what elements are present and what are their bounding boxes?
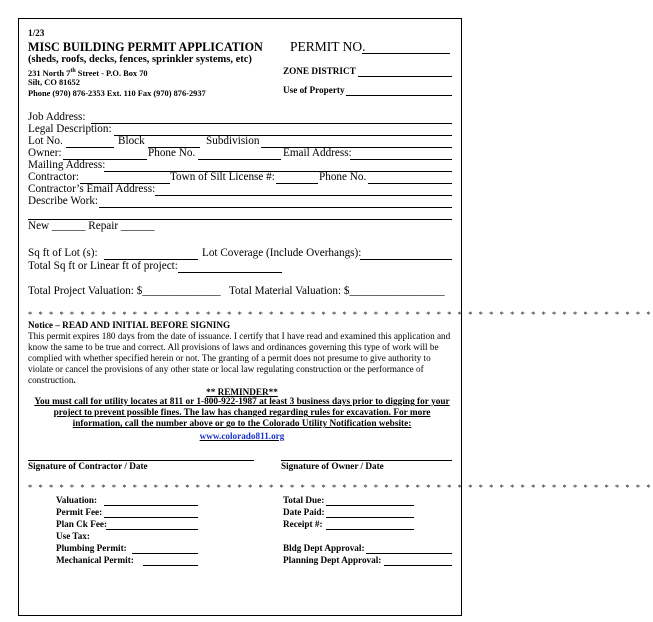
separator-stars-2: * * * * * * * * * * * * * * * * * * * * * * * * * * * * * * * * * * * * * * * * * * * * * * * * * * * * * * * * * * * *	[28, 483, 653, 492]
new-repair[interactable]: New ______ Repair ______	[28, 220, 155, 232]
town-license-label: Town of Silt License #:	[170, 171, 275, 183]
receipt-label: Receipt #:	[283, 519, 323, 529]
form-code: 1/23	[28, 28, 45, 38]
contractor-email-label: Contractor’s Email Address:	[28, 183, 156, 195]
planning-dept-approval-field[interactable]	[384, 565, 452, 566]
valuation-field[interactable]	[104, 505, 198, 506]
mechanical-permit-field[interactable]	[143, 565, 198, 566]
owner-email-field[interactable]	[350, 159, 452, 160]
owner-phone-label: Phone No.	[148, 147, 196, 159]
total-material-valuation[interactable]: Total Material Valuation: $_________________	[229, 285, 445, 297]
office-city: Silt, CO 81652	[28, 78, 80, 87]
lot-coverage-label: Lot Coverage (Include Overhangs):	[202, 247, 362, 259]
permit-no-field[interactable]	[362, 53, 450, 54]
town-license-field[interactable]	[276, 183, 318, 184]
notice-heading: Notice – READ AND INITIAL BEFORE SIGNING	[28, 320, 231, 330]
plan-ck-fee-field[interactable]	[106, 529, 198, 530]
planning-dept-approval-label: Planning Dept Approval:	[283, 555, 382, 565]
mailing-address-label: Mailing Address:	[28, 159, 106, 171]
total-project-valuation[interactable]: Total Project Valuation: $______________	[28, 285, 221, 297]
office-phone: Phone (970) 876-2353 Ext. 110 Fax (970) 876-2937	[28, 89, 206, 98]
describe-work-field[interactable]	[99, 207, 452, 208]
contractor-signature-label: Signature of Contractor / Date	[28, 461, 148, 471]
zone-district-label: ZONE DISTRICT	[283, 66, 356, 76]
contractor-phone-field[interactable]	[368, 183, 452, 184]
contractor-label: Contractor:	[28, 171, 79, 183]
owner-label: Owner:	[28, 147, 62, 159]
bldg-dept-approval-label: Bldg Dept Approval:	[283, 543, 365, 553]
sq-ft-lot-label: Sq ft of Lot (s):	[28, 247, 98, 259]
receipt-field[interactable]	[326, 529, 414, 530]
legal-description-label: Legal Description:	[28, 123, 112, 135]
total-due-label: Total Due:	[283, 495, 325, 505]
use-tax-label: Use Tax:	[56, 531, 90, 541]
block-label: Block	[118, 135, 145, 147]
legal-description-field[interactable]	[114, 135, 452, 136]
contractor-phone-label: Phone No.	[319, 171, 367, 183]
owner-signature-label: Signature of Owner / Date	[281, 461, 384, 471]
job-address-field[interactable]	[91, 123, 452, 124]
plan-ck-fee-label: Plan Ck Fee:	[56, 519, 108, 529]
mailing-address-field[interactable]	[104, 171, 452, 172]
bldg-dept-approval-field[interactable]	[366, 553, 452, 554]
permit-no-label: PERMIT NO.	[290, 39, 366, 54]
total-due-field[interactable]	[326, 505, 414, 506]
office-address: 231 North 7th Street - P.O. Box 70	[28, 68, 148, 78]
lot-no-field[interactable]	[66, 147, 114, 148]
zone-district-field[interactable]	[358, 76, 452, 77]
notice-body: This permit expires 180 days from the date of issuance. I certify that I have read and examined this application and know the same to be true and correct. All provisions of laws and ordinances governing this type of work will be complied with whether specified herein or not. The granting of a permit does not presume to give authority to violate or cancel the provisions of any other state or local law regulating construction or the performance of construction.	[28, 331, 451, 385]
subdivision-label: Subdivision	[206, 135, 260, 147]
plumbing-permit-label: Plumbing Permit:	[56, 543, 127, 553]
form-title: MISC BUILDING PERMIT APPLICATION	[28, 40, 263, 54]
total-sq-ft-label: Total Sq ft or Linear ft of project:	[28, 260, 178, 272]
permit-fee-field[interactable]	[104, 517, 198, 518]
separator-stars-1: * * * * * * * * * * * * * * * * * * * * * * * * * * * * * * * * * * * * * * * * * * * * * * * * * * * * * * * * * * * *	[28, 310, 653, 319]
permit-fee-label: Permit Fee:	[56, 507, 103, 517]
use-of-property-field[interactable]	[346, 95, 452, 96]
date-paid-field[interactable]	[326, 517, 414, 518]
contractor-email-field[interactable]	[155, 195, 452, 196]
reminder-link[interactable]: www.colorado811.org	[199, 431, 285, 441]
use-of-property-label: Use of Property	[283, 85, 345, 95]
owner-email-label: Email Address:	[283, 147, 352, 159]
valuation-label: Valuation:	[56, 495, 98, 505]
date-paid-label: Date Paid:	[283, 507, 325, 517]
form-subtitle: (sheds, roofs, decks, fences, sprinkler systems, etc)	[28, 54, 252, 65]
owner-phone-field[interactable]	[198, 159, 281, 160]
lot-coverage-field[interactable]	[360, 259, 452, 260]
reminder-text: You must call for utility locates at 811 or 1-800-922-1987 at least 3 business days prior to digging for your project to prevent possible fines. The law has changed regarding rules for excavation. For more information, call the number above or go to the Colorado Utility Notification website:	[34, 397, 450, 430]
lot-no-label: Lot No.	[28, 135, 63, 147]
mechanical-permit-label: Mechanical Permit:	[56, 555, 134, 565]
reminder-heading: ** REMINDER**	[206, 387, 278, 397]
describe-work-label: Describe Work:	[28, 195, 99, 207]
plumbing-permit-field[interactable]	[132, 553, 198, 554]
job-address-label: Job Address:	[28, 111, 86, 123]
total-sq-ft-field[interactable]	[178, 272, 282, 273]
